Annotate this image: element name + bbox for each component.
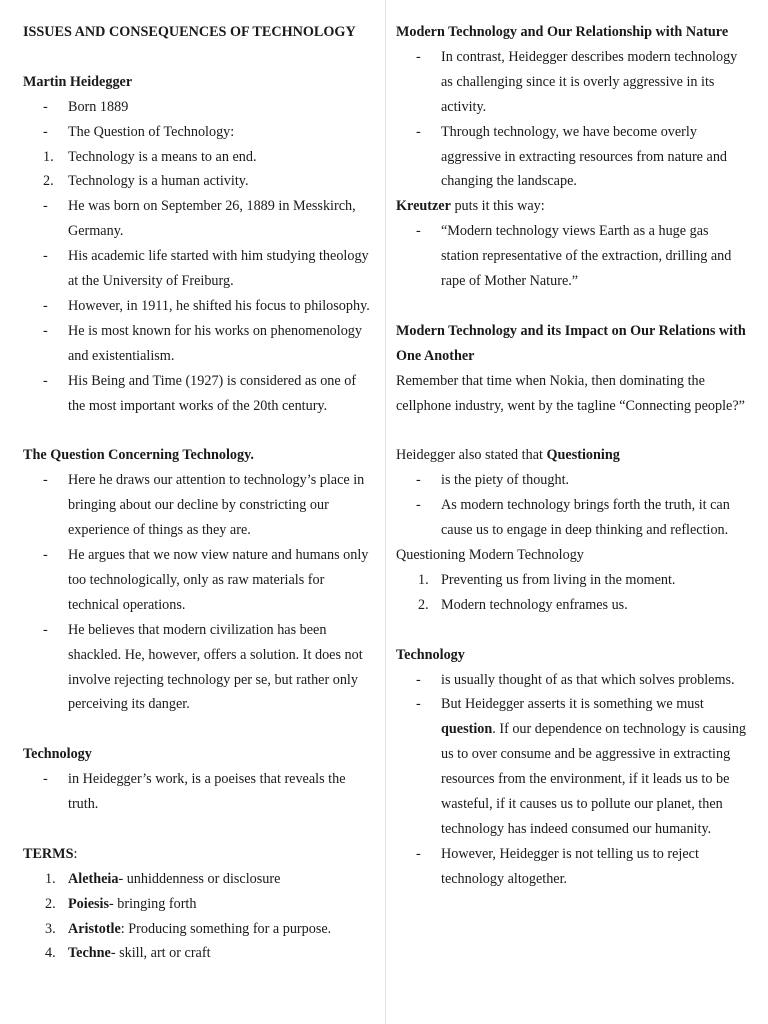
section-heading-heidegger: Martin Heidegger <box>23 73 133 90</box>
list-item: - His Being and Time (1927) is considered as one of the most important works of the 20th century. <box>43 372 357 414</box>
list-item: - As modern technology brings forth the truth, it can cause us to engage in deep thinking and reflection. <box>416 497 730 539</box>
section-heading-technology-right: Technology <box>396 646 465 663</box>
list-item: - The Question of Technology: <box>43 123 235 140</box>
list-item: 4. Techne- skill, art or craft <box>45 945 211 962</box>
list-item: - He believes that modern civilization has been shackled. He, however, offers a solution. It does not involve rejecting technology per se, but rather only perceiving its danger. <box>43 621 363 713</box>
questioning-intro: Heidegger also stated that Questioning <box>396 447 620 464</box>
list-item: - in Heidegger’s work, is a poeises that reveals the truth. <box>43 771 346 813</box>
list-item: - is the piety of thought. <box>416 472 570 489</box>
questioning-numbered-list <box>396 568 746 618</box>
list-item: - But Heidegger asserts it is something we must question. If our dependence on technology is causing us to over consume and be aggressive in extracting resources from the environment, if it leads us to be wasteful, if it causes us to pollute our planet, then technology has indeed consumed our humanity. <box>416 696 746 837</box>
kreutzer-intro: Kreutzer puts it this way: <box>396 198 545 215</box>
relations-paragraph: Remember that time when Nokia, then dominating the cellphone industry, went by the tagline “Connecting people?” <box>396 372 745 414</box>
list-item: - He argues that we now view nature and humans only too technologically, only as raw materials for technical operations. <box>43 547 369 613</box>
section-heading-relations: Modern Technology and its Impact on Our Relations with One Another <box>396 322 746 364</box>
column-divider <box>385 0 386 1024</box>
kreutzer-quote-list <box>396 219 746 294</box>
list-item: - However, Heidegger is not telling us to reject technology altogether. <box>416 845 699 887</box>
list-item: - His academic life started with him studying theology at the University of Freiburg. <box>43 248 369 290</box>
list-item: - In contrast, Heidegger describes modern technology as challenging since it is overly aggressive in its activity. <box>416 48 738 115</box>
list-item: - “Modern technology views Earth as a huge gas station representative of the extraction, drilling and rape of Mother Nature.” <box>416 223 732 290</box>
section-heading-terms: TERMS: <box>23 845 78 862</box>
list-item: 1. Technology is a means to an end. <box>43 148 257 165</box>
list-item: 2. Modern technology enframes us. <box>418 596 628 613</box>
list-item: - He is most known for his works on phenomenology and existentialism. <box>43 322 362 364</box>
heidegger-list <box>23 95 373 419</box>
list-item: 1. Aletheia- unhiddenness or disclosure <box>45 870 281 887</box>
list-item: 2. Technology is a human activity. <box>43 173 249 190</box>
section-heading-question: The Question Concerning Technology. <box>23 447 254 464</box>
list-item: - Through technology, we have become overly aggressive in extracting resources from nature and changing the landscape. <box>416 123 728 190</box>
technology-right-list <box>396 668 746 892</box>
list-item: 1. Preventing us from living in the moment. <box>418 571 676 588</box>
left-column <box>23 20 373 966</box>
list-item: 3. Aristotle: Producing something for a purpose. <box>45 920 332 937</box>
terms-list <box>23 867 373 967</box>
list-item: 2. Poiesis- bringing forth <box>45 895 197 912</box>
right-column <box>396 20 746 892</box>
list-item: - He was born on September 26, 1889 in Messkirch, Germany. <box>43 198 356 240</box>
list-item: - Here he draws our attention to technology’s place in bringing about our decline by constricting our experience of things as they are. <box>43 472 365 539</box>
nature-list <box>396 45 746 194</box>
technology-list <box>23 767 373 817</box>
question-list <box>23 468 373 717</box>
list-item: - Born 1889 <box>43 98 129 115</box>
list-item: - is usually thought of as that which solves problems. <box>416 671 735 688</box>
section-heading-nature: Modern Technology and Our Relationship with Nature <box>396 24 729 40</box>
list-item: - However, in 1911, he shifted his focus to philosophy. <box>43 297 370 314</box>
questioning-list <box>396 468 746 543</box>
document-title: ISSUES AND CONSEQUENCES OF TECHNOLOGY <box>23 24 356 40</box>
questioning-subheading: Questioning Modern Technology <box>396 547 584 563</box>
section-heading-technology: Technology <box>23 746 92 763</box>
